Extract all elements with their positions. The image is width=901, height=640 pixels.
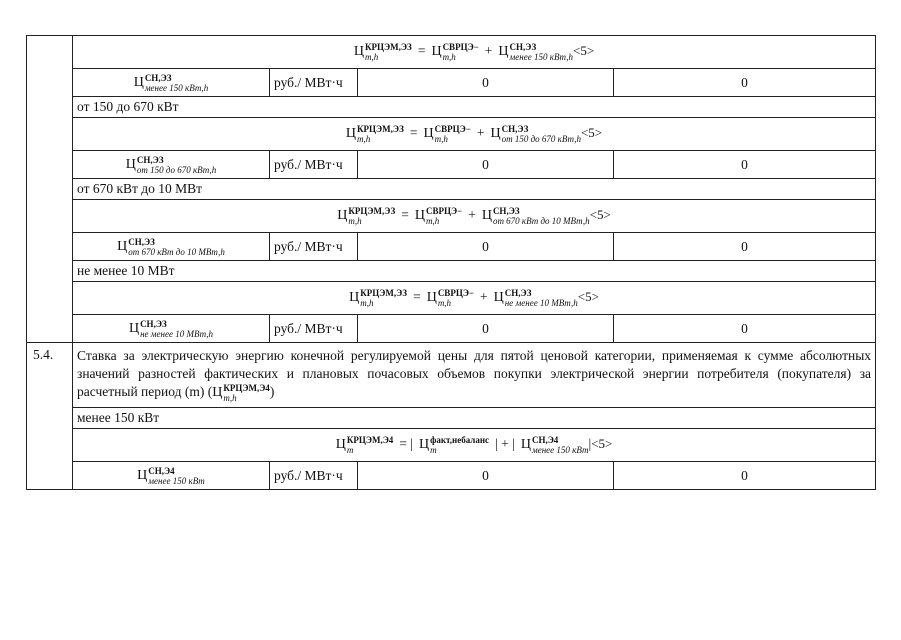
formula-term2-symbol-superscript: СН,ЭЗ [504,288,532,298]
formula-lhs-symbol-superscript: КРЦЭМ,ЭЗ [364,42,412,52]
footnote-ref: <5> [580,125,603,141]
table-row [27,118,876,151]
formula-lhs-symbol-subscript: m [346,445,354,455]
formula-lhs-symbol-superscript: КРЦЭМ,ЭЗ [348,206,396,216]
price-formula: Ц КРЦЭМ,Э4 m = | Ц факт,небаланс m | + | Ц СН,Э4 менее 150 кВт |<5> [335,435,613,455]
rate-symbol-superscript: СН,ЭЗ [136,154,164,165]
price-formula: Ц КРЦЭМ,ЭЗ m,h = Ц СВРЦЭ− m,h + Ц СН,ЭЗ от 670 кВт до 10 МВт,h <5> [337,206,611,226]
symbol-cell [73,315,270,343]
table-row [27,462,876,490]
formula-cell [73,118,876,151]
rate-symbol: Ц СН,ЭЗ менее 150 кВт,h [133,72,209,93]
value-cell: 0 [358,315,614,343]
formula-term2-symbol-superscript: СН,ЭЗ [501,124,529,134]
symbol-cell [73,462,270,490]
unit-cell: руб./ МВт·ч [270,462,358,490]
power-band-label: от 150 до 670 кВт [73,97,876,118]
formula-term1-symbol-subscript: m,h [442,52,456,62]
value-cell: 0 [614,233,876,261]
formula-term1-symbol-subscript: m,h [437,298,452,308]
formula-term2-symbol-subscript: менее 150 кВт [531,445,589,455]
description-symbol-subscript: m,h [223,393,237,404]
formula-lhs-symbol: Ц КРЦЭМ,ЭЗ m,h [349,288,408,308]
value-cell: 0 [358,69,614,97]
value-cell: 0 [358,462,614,490]
description-text: Ставка за электрическую энергию конечной регулируемой цены для пятой ценовой категории, применяемая к сумме абсолютных значений разностей фактических и плановых почасовых объемов покупки электрической энергии потребителя (покупателя) за расчетный период (m) ( [77,347,872,400]
formula-term1-symbol-superscript: факт,небаланс [430,435,490,445]
value-cell: 0 [358,151,614,179]
formula-term2-symbol-subscript: от 670 кВт до 10 МВт,h [492,216,590,226]
formula-lhs-symbol-subscript: m,h [348,216,362,226]
footnote-ref: <5> [591,436,613,452]
rate-symbol-superscript: СН,ЭЗ [144,72,172,83]
footnote-ref: <5> [573,43,595,59]
formula-lhs-symbol-superscript: КРЦЭМ,Э4 [346,435,394,445]
formula-term1-symbol: Ц факт,небаланс m [419,435,490,455]
formula-lhs-symbol-superscript: КРЦЭМ,ЭЗ [360,288,408,298]
value-cell: 0 [614,151,876,179]
symbol-cell [73,69,270,97]
formula-term2-symbol: Ц СН,ЭЗ от 150 до 670 кВт,h [490,124,581,144]
table-row [27,233,876,261]
section-number-cell [27,36,73,343]
formula-term2-symbol-subscript: не менее 10 МВт,h [504,298,578,308]
table-row [27,151,876,179]
formula-term1-symbol: Ц СВРЦЭ− m,h [426,288,475,308]
table-row [27,315,876,343]
value-cell: 0 [614,462,876,490]
formula-lhs-symbol: Ц КРЦЭМ,Э4 m [335,435,394,455]
rate-symbol-superscript: СН,ЭЗ [140,318,167,329]
table-row [27,408,876,429]
rate-symbol-subscript: менее 150 кВт [148,475,205,486]
table-row [27,282,876,315]
rate-symbol-superscript: СН,Э4 [148,465,175,476]
formula-term1-symbol-superscript: СВРЦЭ− [442,42,479,52]
formula-lhs-symbol-subscript: m,h [364,52,379,62]
rate-symbol: Ц СН,ЭЗ от 670 кВт до 10 МВт,h [117,236,225,257]
rate-symbol: Ц СН,ЭЗ не менее 10 МВт,h [128,318,214,339]
table-row [27,429,876,462]
formula-term1-symbol-superscript: СВРЦЭ− [425,206,463,216]
rate-symbol-subscript: от 670 кВт до 10 МВт,h [128,246,225,257]
unit-cell: руб./ МВт·ч [270,233,358,261]
description-close: ) [269,384,275,400]
section-description [73,343,876,408]
price-formula: Ц КРЦЭМ,ЭЗ m,h = Ц СВРЦЭ− m,h + Ц СН,ЭЗ менее 150 кВт,h <5> [353,42,595,62]
formula-lhs-symbol-subscript: m,h [360,298,374,308]
rate-symbol-subscript: не менее 10 МВт,h [140,328,214,339]
unit-cell: руб./ МВт·ч [270,151,358,179]
formula-term2-symbol-superscript: СН,Э4 [531,435,559,445]
formula-term2-symbol: Ц СН,ЭЗ не менее 10 МВт,h [493,288,578,308]
formula-lhs-symbol-subscript: m,h [357,134,371,144]
price-formula: Ц КРЦЭМ,ЭЗ m,h = Ц СВРЦЭ− m,h + Ц СН,ЭЗ от 150 до 670 кВт,h <5> [345,124,603,144]
formula-term2-symbol-superscript: СН,ЭЗ [509,42,537,52]
formula-lhs-symbol: Ц КРЦЭМ,ЭЗ m,h [345,124,404,144]
unit-cell: руб./ МВт·ч [270,315,358,343]
formula-term1-symbol: Ц СВРЦЭ− m,h [414,206,463,226]
formula-term1-symbol-superscript: СВРЦЭ− [434,124,471,134]
formula-cell [73,429,876,462]
description-symbol-superscript: КРЦЭМ,Э4 [223,383,270,394]
formula-term2-symbol: Ц СН,ЭЗ менее 150 кВт,h [498,42,574,62]
description-symbol: Ц КРЦЭМ,Э4 m,h [212,383,270,404]
formula-lhs-symbol: Ц КРЦЭМ,ЭЗ m,h [337,206,396,226]
table-row [27,200,876,233]
tariff-document [26,35,875,490]
power-band-label: не менее 10 МВт [73,261,876,282]
table-row [27,97,876,118]
formula-term2-symbol-superscript: СН,ЭЗ [492,206,520,216]
value-cell: 0 [358,233,614,261]
symbol-cell [73,151,270,179]
value-cell: 0 [614,69,876,97]
formula-lhs-symbol: Ц КРЦЭМ,ЭЗ m,h [353,42,412,62]
rate-symbol-subscript: менее 150 кВт,h [144,82,209,93]
rate-symbol: Ц СН,ЭЗ от 150 до 670 кВт,h [125,154,217,175]
formula-term1-symbol: Ц СВРЦЭ− m,h [431,42,479,62]
footnote-ref: <5> [577,289,599,305]
price-formula: Ц КРЦЭМ,ЭЗ m,h = Ц СВРЦЭ− m,h + Ц СН,ЭЗ не менее 10 МВт,h <5> [349,288,599,308]
table-row [27,36,876,69]
formula-cell [73,282,876,315]
formula-term1-symbol: Ц СВРЦЭ− m,h [423,124,471,144]
table-row [27,179,876,200]
power-band-label: от 670 кВт до 10 МВт [73,179,876,200]
formula-lhs-symbol-superscript: КРЦЭМ,ЭЗ [357,124,404,134]
formula-term2-symbol: Ц СН,Э4 менее 150 кВт [520,435,589,455]
formula-term1-symbol-subscript: m,h [425,216,440,226]
tariff-table [26,35,876,490]
value-cell: 0 [614,315,876,343]
unit-cell: руб./ МВт·ч [270,69,358,97]
rate-symbol: Ц СН,Э4 менее 150 кВт [137,465,205,486]
formula-term2-symbol-subscript: от 150 до 670 кВт,h [501,134,581,144]
formula-term2-symbol-subscript: менее 150 кВт,h [509,52,574,62]
section-number: 5.4. [27,343,73,490]
rate-symbol-subscript: от 150 до 670 кВт,h [136,164,217,175]
footnote-ref: <5> [589,207,611,223]
formula-term1-symbol-superscript: СВРЦЭ− [437,288,475,298]
table-row [27,69,876,97]
formula-term2-symbol: Ц СН,ЭЗ от 670 кВт до 10 МВт,h [481,206,590,226]
formula-cell [73,36,876,69]
formula-term1-symbol-subscript: m,h [434,134,448,144]
table-row [27,261,876,282]
formula-cell [73,200,876,233]
power-band-label: менее 150 кВт [73,408,876,429]
symbol-cell [73,233,270,261]
formula-term1-symbol-subscript: m [430,445,437,455]
section-header-row [27,343,876,408]
rate-symbol-superscript: СН,ЭЗ [128,236,155,247]
